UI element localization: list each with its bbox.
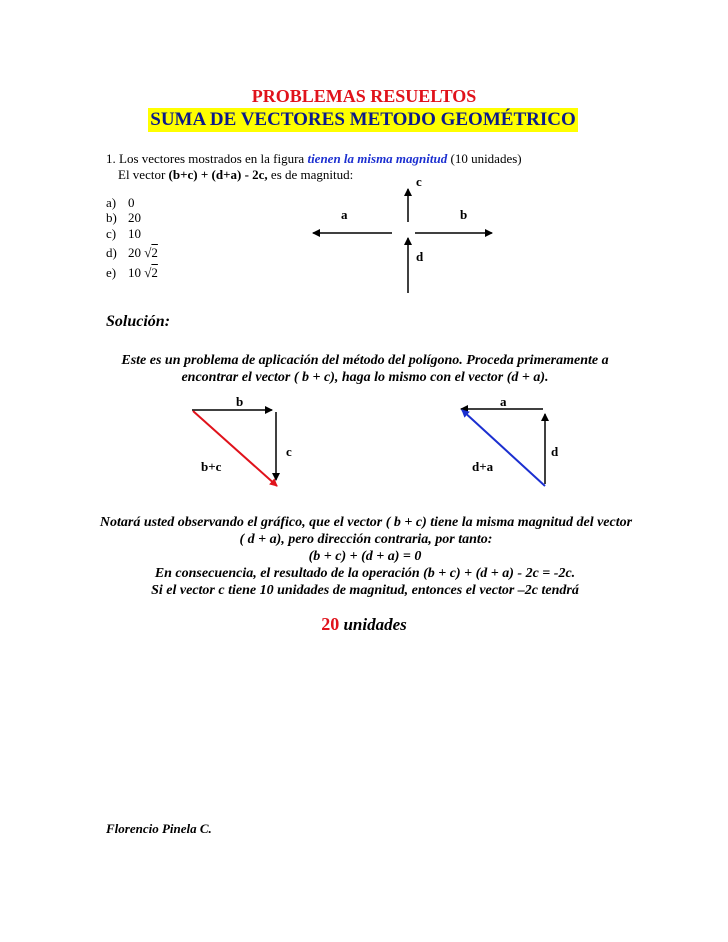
label-bc: b+c (201, 459, 222, 474)
label-b-left: b (236, 394, 244, 409)
question-emphasis: tienen la misma magnitud (307, 151, 448, 166)
solution-intro: Este es un problema de aplicación del método del polígono. Proceda primeramente a encontrar el vector ( b + c), haga lo mismo con el vector (d + a). (121, 353, 609, 385)
option-b: b) 20 (106, 210, 141, 225)
option-d: d) 20 √2 (106, 245, 158, 260)
title-line2: SUMA DE VECTORES METODO GEOMÉTRICO (148, 108, 578, 132)
label-a-right: a (500, 394, 507, 409)
observation-line3: En consecuencia, el resultado de la operación (b + c) + (d + a) - 2c = -2c. (154, 566, 576, 581)
title-line1: PROBLEMAS RESUELTOS (251, 86, 477, 106)
label-a: a (341, 207, 348, 222)
answer-number: 20 (321, 614, 340, 634)
option-e: e) 10 √2 (106, 265, 158, 280)
label-da: d+a (472, 459, 494, 474)
author: Florencio Pinela C. (106, 821, 212, 836)
observation-line1: Notará usted observando el gráfico, que el vector ( b + c) tiene la misma magnitud del vector ( d + a), pero dirección contraria, por tanto: (99, 515, 633, 547)
observation-line4: Si el vector c tiene 10 unidades de magnitud, entonces el vector –2c tendrá (151, 583, 579, 598)
label-b: b (460, 207, 468, 222)
label-d-right: d (551, 444, 559, 459)
label-c-left: c (286, 444, 292, 459)
answer (0, 614, 728, 635)
question-expression: (b+c) + (d+a) - 2c, (168, 167, 268, 182)
observation-line2: (b + c) + (d + a) = 0 (308, 549, 422, 564)
label-d: d (416, 249, 424, 264)
label-c: c (416, 174, 422, 189)
question-vector-prefix: El vector (118, 167, 169, 182)
solution-heading: Solución: (106, 313, 171, 330)
question-text: 1. Los vectores mostrados en la figura (106, 151, 308, 166)
answer-unit: unidades (339, 615, 407, 634)
question-suffix: es de magnitud: (267, 167, 354, 182)
question-units: (10 unidades) (447, 151, 522, 166)
option-a: a) 0 (106, 195, 135, 210)
option-c: c) 10 (106, 226, 141, 241)
